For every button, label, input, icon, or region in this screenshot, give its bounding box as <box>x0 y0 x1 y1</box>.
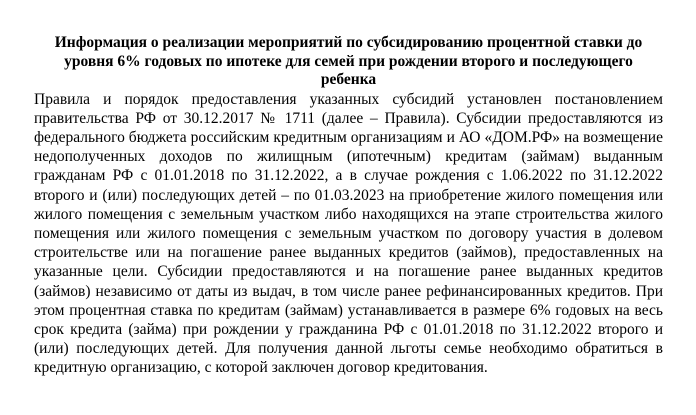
document-page <box>34 34 663 378</box>
document-title: Информация о реализации мероприятий по субсидированию процентной ставки до уровня 6% годовых по ипотеке для семей при рождении второго и последующего ребенка <box>54 34 643 88</box>
document-paragraph: Правила и порядок предоставления указанных субсидий установлен постановлением правительства РФ от 30.12.2017 № 1711 (далее – Правила). Субсидии предоставляются из федерального бюджета российским кредитным организациям и АО «ДОМ.РФ» на возмещение недополученных доходов по жилищным (ипотечным) кредитам (займам) выданным гражданам РФ с 01.01.2018 по 31.12.2022, а в случае рождения с 1.06.2022 по 31.12.2022 второго и (или) последующих детей – по 01.03.2023 на приобретение жилого помещения или жилого помещения с земельным участком либо находящихся на этапе строительства жилого помещения или жилого помещения с земельным участком по договору участия в долевом строительстве или на погашение ранее выданных кредитов (займов), предоставленных на указанные цели. Субсидии предоставляются и на погашение ранее выданных кредитов (займов) независимо от даты из выдач, в том числе ранее рефинансированных кредитов. При этом процентная ставка по кредитам (займам) устанавливается в размере 6% годовых на весь срок кредита (займа) при рождении у гражданина РФ с 01.01.2018 по 31.12.2022 второго и (или) последующих детей. Для получения данной льготы семье необходимо обратиться в кредитную организацию, с которой заключен договор кредитования. <box>34 90 663 377</box>
